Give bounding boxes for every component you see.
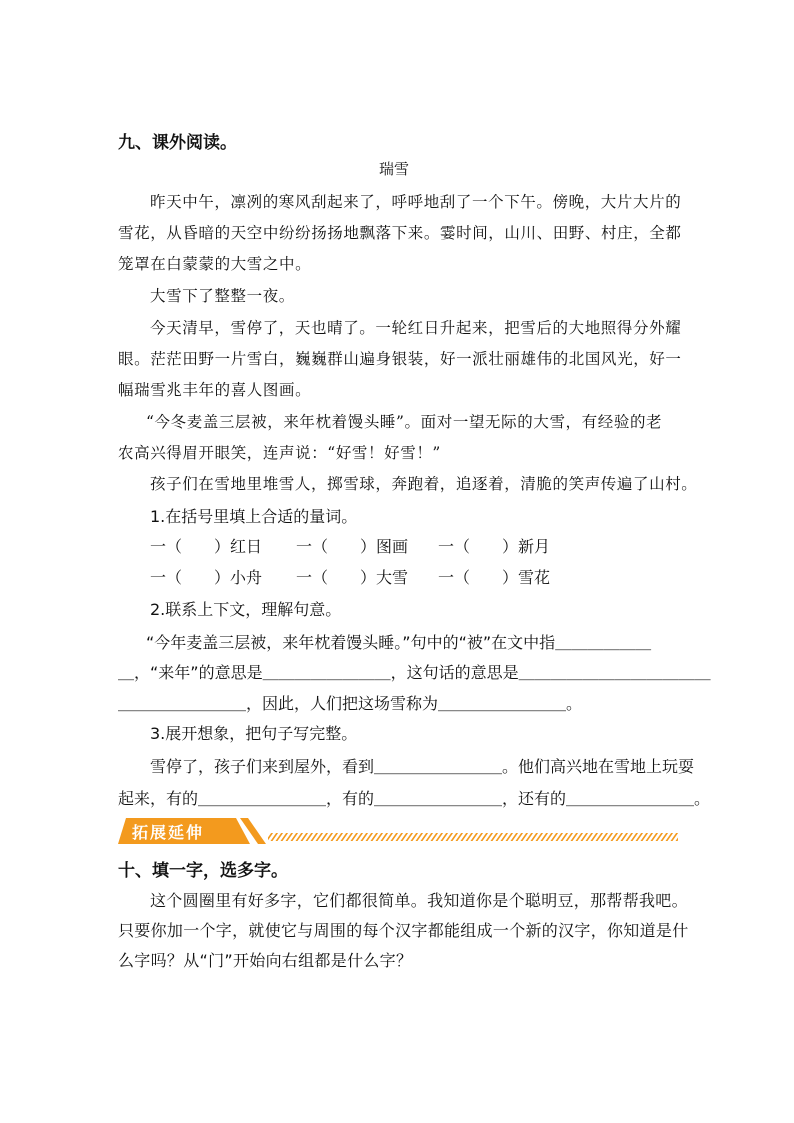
passage-line: 幅瑞雪兆丰年的喜人图画。 <box>118 381 312 399</box>
question-3-title: 3.展开想象，把句子写完整。 <box>150 724 358 743</box>
question-2-line: “今年麦盖三层被，来年枕着馒头睡。”句中的“被”在文中指＿＿＿＿＿＿ <box>146 633 652 652</box>
passage-line: 大雪下了整整一夜。 <box>150 287 295 305</box>
section-10-line: 么字吗？从“门”开始向右组都是什么字？ <box>118 951 413 970</box>
section-10-line: 只要你加一个字，就使它与周围的每个汉字都能组成一个新的汉字，你知道是什 <box>118 921 689 940</box>
extension-banner <box>118 816 678 846</box>
passage-line: 农高兴得眉开眼笑，连声说：“好雪！好雪！” <box>118 444 441 462</box>
measure-word-item: 一（ ）新月 <box>438 537 551 556</box>
question-1-title: 1.在括号里填上合适的量词。 <box>150 507 358 526</box>
section-10-line: 这个圆圈里有好多字，它们都很简单。我知道你是个聪明豆，那帮帮我吧。 <box>150 891 688 910</box>
question-2-title: 2.联系上下文，理解句意。 <box>150 600 342 619</box>
banner-label: 拓展延伸 <box>132 823 205 842</box>
passage-line: 孩子们在雪地里堆雪人，掷雪球，奔跑着，追逐着，清脆的笑声传遍了山村。 <box>150 475 698 493</box>
passage-line: 雪花，从昏暗的天空中纷纷扬扬地飘落下来。霎时间，山川、田野、村庄，全都 <box>118 224 682 242</box>
question-2-line: ＿＿＿＿＿＿＿＿，因此，人们把这场雪称为＿＿＿＿＿＿＿＿。 <box>118 694 583 713</box>
measure-word-item: 一（ ）小舟 <box>150 568 263 587</box>
measure-word-item: 一（ ）大雪 <box>296 568 409 587</box>
passage-line: 笼罩在白蒙蒙的大雪之中。 <box>118 255 312 273</box>
passage-line: 昨天中午，凛冽的寒风刮起来了，呼呼地刮了一个下午。傍晚，大片大片的 <box>150 193 682 211</box>
passage-line: 今天清早，雪停了，天也晴了。一轮红日升起来，把雪后的大地照得分外耀 <box>150 319 682 337</box>
section-10-title: 十、填一字，选多字。 <box>118 861 288 881</box>
question-2-line: ＿，“来年”的意思是＿＿＿＿＿＿＿＿，这句话的意思是＿＿＿＿＿＿＿＿＿＿＿＿ <box>118 663 711 682</box>
passage-line: “今冬麦盖三层被，来年枕着馒头睡”。面对一望无际的大雪，有经验的老 <box>146 413 663 431</box>
question-3-line: 雪停了，孩子们来到屋外，看到＿＿＿＿＿＿＿＿。他们高兴地在雪地上玩耍 <box>150 757 695 776</box>
measure-word-item: 一（ ）图画 <box>296 537 409 556</box>
measure-word-item: 一（ ）红日 <box>150 537 263 556</box>
measure-word-item: 一（ ）雪花 <box>438 568 551 587</box>
question-3-line: 起来，有的＿＿＿＿＿＿＿＿，有的＿＿＿＿＿＿＿＿，还有的＿＿＿＿＿＿＿＿。 <box>118 789 711 808</box>
section-9-title: 九、课外阅读。 <box>118 133 237 153</box>
passage-line: 眼。茫茫田野一片雪白，巍巍群山遍身银装，好一派壮丽雄伟的北国风光，好一 <box>118 350 682 368</box>
passage-title: 瑞雪 <box>379 160 410 178</box>
